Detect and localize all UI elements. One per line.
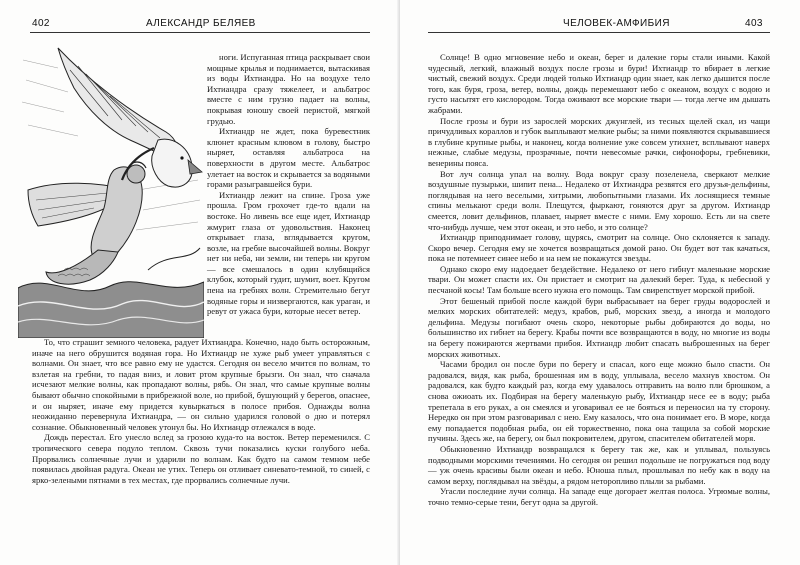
right-text-column — [428, 52, 770, 508]
left-running-header: АЛЕКСАНДР БЕЛЯЕВ — [146, 18, 256, 29]
left-header-rule — [30, 32, 370, 33]
left-page-number: 402 — [32, 18, 50, 29]
paragraph: Солнце! В одно мгновение небо и океан, берег и далекие горы стали иными. Какой чудесный, легкий, влажный воздух после грозы и бури! Ихтиандр то вбирает в легкие чистый, свежий воздух. Среди людей только Ихтиандр один знает, как легко дышится после того, как буря, гроза, ветер, волны, дождь перемешают небо с океаном, воздух с водою и густо насытят его кислородом. Тогда оживают все морские твари — тогда легче им дышать жабрами. — [428, 52, 770, 115]
paragraph: Этот бешеный прибой после каждой бури выбрасывает на берег груды водорослей и мелких морских обитателей: медуз, крабов, рыб, морских звезд, а иногда и молодого дельфина. Медузы погибают очень скоро, некоторые рыбы добираются до воды, но большинство их гибнет на берегу. Крабы почти все возвращаются в воду, но многие из воды на берегу пожираются жертвами прибоя. Ихтиандр любит спасать выброшенных на берег морских животных. — [428, 295, 770, 359]
paragraph: Угасли последние лучи солнца. На западе еще догорает желтая полоса. Угрюмые волны, точно темно-серые тени, бегут одна за другой. — [428, 486, 770, 507]
left-main-column — [32, 337, 370, 485]
paragraph: После грозы и бури из зарослей морских джунглей, из тесных щелей скал, из чащи причудливых кораллов и губок выплывают мелкие рыбы; за ними появляются скрывавшиеся в глубине крупные рыбы, и наконец, когда волнение уже совсем утихнет, всплывают наверх нежные, слабые медузы, прозрачные, почти невесомые рачки, сифонофоры, гребневики, венерины пояса. — [428, 115, 770, 168]
left-side-column — [207, 52, 370, 317]
paragraph: Ихтиандр приподнимает голову, щурясь, смотрит на солнце. Оно склоняется к западу. Скоро вечер. Сегодня ему не хочется возвращаться домой рано. Он будет вот так качаться, пока не потемнеет синее небо и на нем не покажутся звезды. — [428, 232, 770, 264]
right-page-number: 403 — [745, 18, 763, 29]
paragraph: Вот луч солнца упал на волну. Вода вокруг сразу позеленела, сверкают мелкие воздушные пузырьки, шипит пена... Недалеко от Ихтиандра резвятся его друзья-дельфины, поглядывая на него веселыми, хитрыми, любопытными глазами. Их лоснящиеся темные спины мелькают среди волн. Плещутся, фыркают, гоняются друг за другом. Ихтиандр смеется, ловит дельфинов, плавает, ныряет вместе с ними. Ему хорошо. Есть ли на свете что-нибудь лучше, чем этот океан, и это небо, и это солнце? — [428, 168, 770, 232]
paragraph: Обыкновенно Ихтиандр возвращался к берегу так же, как и уплывал, пользуясь подводными морскими течениями. Но сегодня он решил подольше не погружаться под воду — уж очень красивы были океан и небо. Юноша плыл, прошлывал по небу как в воду на самом верху, поглядывал на звёзды, а рядом неторопливо плыли за рыбами. — [428, 443, 770, 486]
paragraph: Однако скоро ему надоедает бездействие. Недалеко от него гибнут маленькие морские твари. Он может спасти их. Он пристает и смотрит на далекий берег. Туда, к небесной у песчаной косы! Там больше всего нужна его помощь. Там свирепствует морской прибой. — [428, 263, 770, 296]
paragraph: Ихтиандр не ждет, пока буревестник клюнет красным клювом в голову, быстро ныряет, оставляя альбатроса на поверхности в другом месте. Альбатрос улетает на восток и скрывается за водяными горами разыгравшейся бури. — [207, 126, 370, 190]
ichthyander-albatross-illustration — [18, 40, 204, 338]
right-header-rule — [428, 32, 770, 33]
paragraph: То, что страшит земного человека, радует Ихтиандра. Конечно, надо быть осторожным, иначе на него обрушится водяная гора. Но Ихтиандр не хуже рыб умеет управляться с волнами. Он знает, что все равно ему не удастся. Сегодня он весело мчится по волнам, то взлетая на гребни, то падая вниз, и ловит ртом крупные брызги. Он знал, что сначала исчезают мелкие волны, как пропадают волны, рябь. Он знал, что самые крупные волны бывают обычно спокойными в прибрежной воле, но прибой, бушующий у берегов, опаснее, и он ныряет, иначе ему придется кувыркаться в полосе прибоя. Однажды волна неожиданно перевернула Ихтиандра, — он сильно ударился головой о дно и потерял сознание. Обыкновенный человек утонул бы. Но Ихтиандр отлежался в воде. — [32, 337, 370, 432]
paragraph: Дождь перестал. Его унесло вслед за грозою куда-то на восток. Ветер переменился. С тропического севера подуло теплом. Сквозь тучи показались куски голубого неба. Прорвались солнечные лучи и ударили по волнам. Как будто на самом темном небе появилась двойная радуга. Океан не утих. Теперь он отливает синевато-темной, то синей, с ярко-зелеными пятнами в тех местах, где прорвались солнечные лучи. — [32, 432, 370, 485]
paragraph: ноги. Испуганная птица раскрывает свои мощные крылья и поднимается, вытаскивая из воды Ихтиандра. Но на воздухе тело Ихтиандра сразу тяжелеет, и альбатрос вместе с ним грузно падает на волны, покрывая юношу своей перистой, мягкой грудью. — [207, 52, 370, 126]
right-page — [400, 0, 800, 565]
paragraph: Ихтиандр лежит на спине. Гроза уже прошла. Гром грохочет где-то вдали на востоке. Но ливень все еще идет, Ихтиандр жмурит глаза от удовольствия. Наконец открывает глаза, вглядывается кругом, возле, на гребне высочайшей волны. Вокруг нет ни неба, ни земли, ни теперь ни кругом — все смешалось в один клубящийся клубок, который гудит, шумит, воет. Кругом пена на гребнях волн. Стремительно бегут водяные горы и низвергаются, как ураган, и ревут от ужаса бури, которые несет ветер. — [207, 189, 370, 317]
right-running-header: ЧЕЛОВЕК-АМФИБИЯ — [563, 18, 670, 29]
paragraph: Часами бродил он после бури по берегу и спасал, кого еще можно было спасти. Он радовался, видя, как рыба, брошенная им в воду, уплывала, весело махнув хвостом. Он радовался, как будто каждый раз, когда ему удавалось отправить на волю пли брюшком, а снова ожиоать их. Подбирая на берегу маленькую рыбу, Ихтиандр несе ее в воду; рыба трепетала в его руках, а он смеялся и уговаривал ее не бояться и переносил на ту сторону. Нередко он при этом разговаривал с нею. Ему казалось, что она понимает его. В море, когда ему попадается подобная рыба, он ей торжественно, пока она тащила за собой морские пучины. Здесь же, на берегу, он был покровителем, другом, спасителем обитателей моря. — [428, 359, 770, 444]
